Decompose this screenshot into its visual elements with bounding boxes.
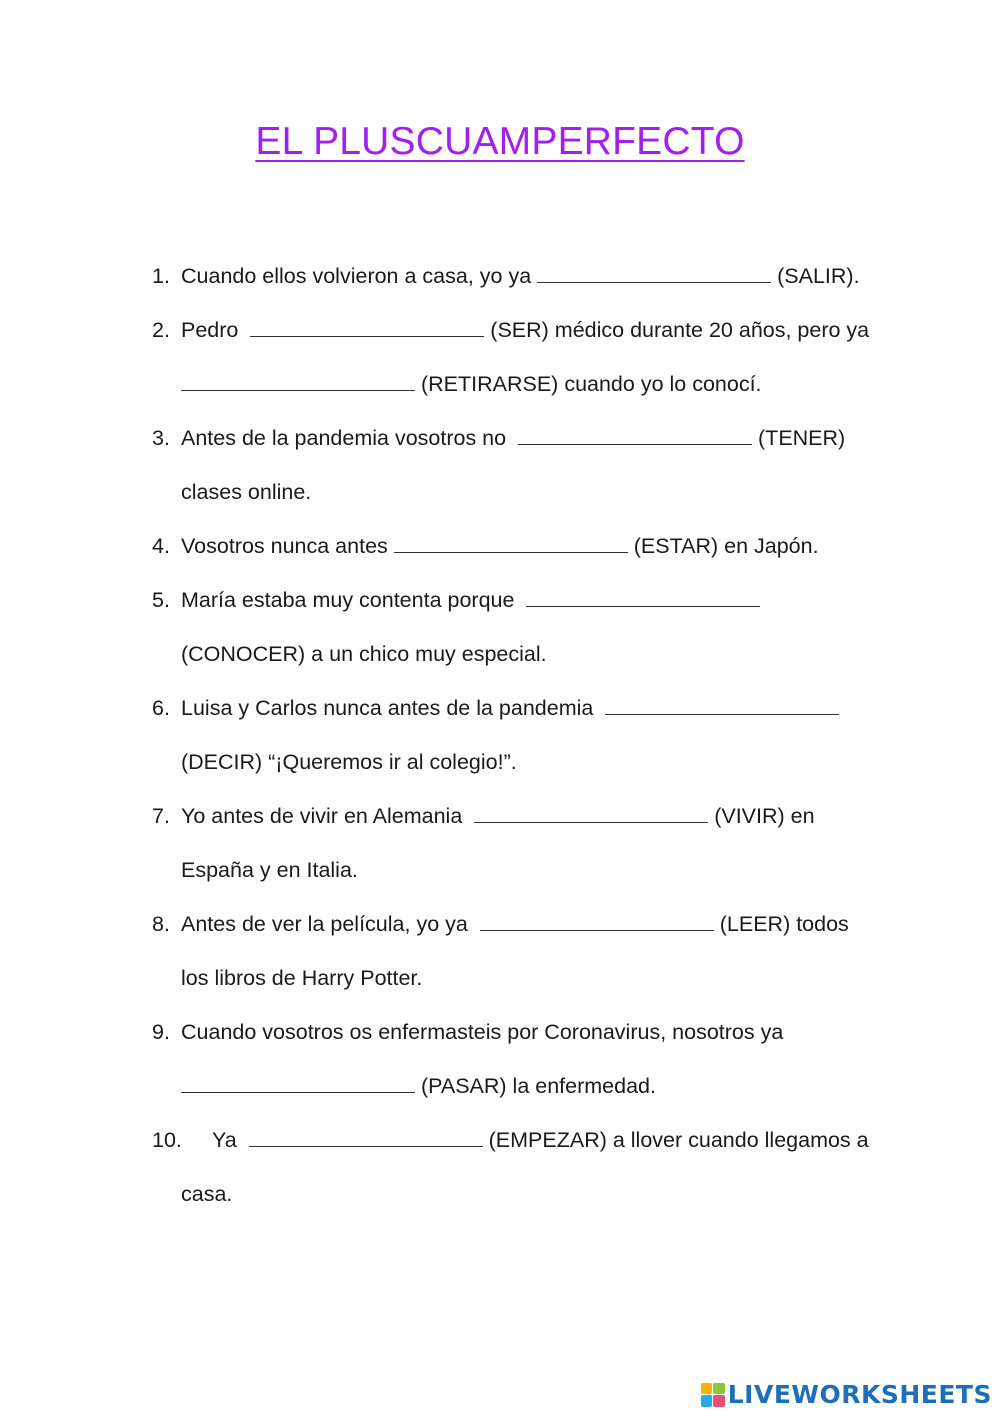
exercise-7-line-1 xyxy=(152,802,815,830)
exercise-text: (LEER) todos xyxy=(713,912,849,936)
exercise-6-line-1 xyxy=(152,694,839,722)
logo-square xyxy=(701,1395,713,1407)
answer-blank-4[interactable] xyxy=(394,534,628,553)
exercise-text: (VIVIR) en xyxy=(708,804,815,828)
exercise-9-line-1 xyxy=(152,1018,783,1046)
exercise-number: 7. xyxy=(152,804,170,828)
logo-square xyxy=(701,1383,713,1395)
exercise-6-line-2: (DECIR) “¡Queremos ir al colegio!”. xyxy=(181,750,517,774)
answer-blank-6[interactable] xyxy=(605,696,839,715)
answer-blank-9[interactable] xyxy=(181,1074,415,1093)
liveworksheets-branding[interactable] xyxy=(701,1380,992,1409)
exercise-text: Antes de la pandemia vosotros no xyxy=(181,426,519,450)
exercise-4-line-1 xyxy=(152,532,819,560)
exercise-text: (ESTAR) en Japón. xyxy=(627,534,819,558)
exercise-text: (SER) médico durante 20 años, pero ya xyxy=(484,318,870,342)
exercise-number: 10. xyxy=(152,1128,182,1152)
exercise-number: 3. xyxy=(152,426,170,450)
exercise-number: 4. xyxy=(152,534,170,558)
logo-square xyxy=(713,1383,725,1395)
exercise-text: Yo antes de vivir en Alemania xyxy=(181,804,475,828)
exercise-number: 1. xyxy=(152,264,170,288)
exercise-text: (EMPEZAR) a llover cuando llegamos a xyxy=(482,1128,869,1152)
exercise-10-line-1 xyxy=(152,1126,869,1154)
answer-blank-3[interactable] xyxy=(518,426,752,445)
exercise-text: Vosotros nunca antes xyxy=(181,534,394,558)
liveworksheets-logo-icon xyxy=(701,1383,725,1407)
exercise-text: (TENER) xyxy=(752,426,846,450)
exercise-text: Antes de ver la película, yo ya xyxy=(181,912,480,936)
answer-blank-10[interactable] xyxy=(249,1128,483,1147)
exercise-3-line-1 xyxy=(152,424,845,452)
exercise-number: 9. xyxy=(152,1020,170,1044)
exercise-5-line-1 xyxy=(152,586,760,614)
logo-square xyxy=(713,1395,725,1407)
answer-blank-2b[interactable] xyxy=(181,372,415,391)
exercise-text: Pedro xyxy=(181,318,251,342)
answer-blank-1[interactable] xyxy=(537,264,771,283)
exercise-3-line-2: clases online. xyxy=(181,480,312,504)
answer-blank-2a[interactable] xyxy=(250,318,484,337)
answer-blank-8[interactable] xyxy=(480,912,714,931)
exercise-text: Cuando ellos volvieron a casa, yo ya xyxy=(181,264,538,288)
exercise-8-line-1 xyxy=(152,910,849,938)
exercise-text: (PASAR) la enfermedad. xyxy=(415,1074,656,1098)
exercise-text: (RETIRARSE) cuando yo lo conocí. xyxy=(415,372,762,396)
worksheet-title: EL PLUSCUAMPERFECTO xyxy=(255,120,745,163)
exercise-number: 5. xyxy=(152,588,170,612)
exercise-8-line-2: los libros de Harry Potter. xyxy=(181,966,423,990)
exercise-text: Luisa y Carlos nunca antes de la pandemia xyxy=(181,696,606,720)
exercise-text: Cuando vosotros os enfermasteis por Coronavirus, nosotros ya xyxy=(181,1020,784,1044)
exercise-10-line-2: casa. xyxy=(181,1182,233,1206)
exercise-2-line-2 xyxy=(181,370,762,398)
brand-name: LIVEWORKSHEETS xyxy=(727,1380,992,1409)
exercise-text: (SALIR). xyxy=(771,264,860,288)
exercise-5-line-2: (CONOCER) a un chico muy especial. xyxy=(181,642,547,666)
exercise-1-line-1 xyxy=(152,262,860,290)
exercise-number: 8. xyxy=(152,912,170,936)
exercise-number: 2. xyxy=(152,318,170,342)
exercise-text: Ya xyxy=(212,1128,249,1152)
exercise-9-line-2 xyxy=(181,1072,656,1100)
exercise-number: 6. xyxy=(152,696,170,720)
exercise-2-line-1 xyxy=(152,316,869,344)
answer-blank-5[interactable] xyxy=(526,588,760,607)
exercise-text: María estaba muy contenta porque xyxy=(181,588,527,612)
answer-blank-7[interactable] xyxy=(474,804,708,823)
exercise-7-line-2: España y en Italia. xyxy=(181,858,358,882)
